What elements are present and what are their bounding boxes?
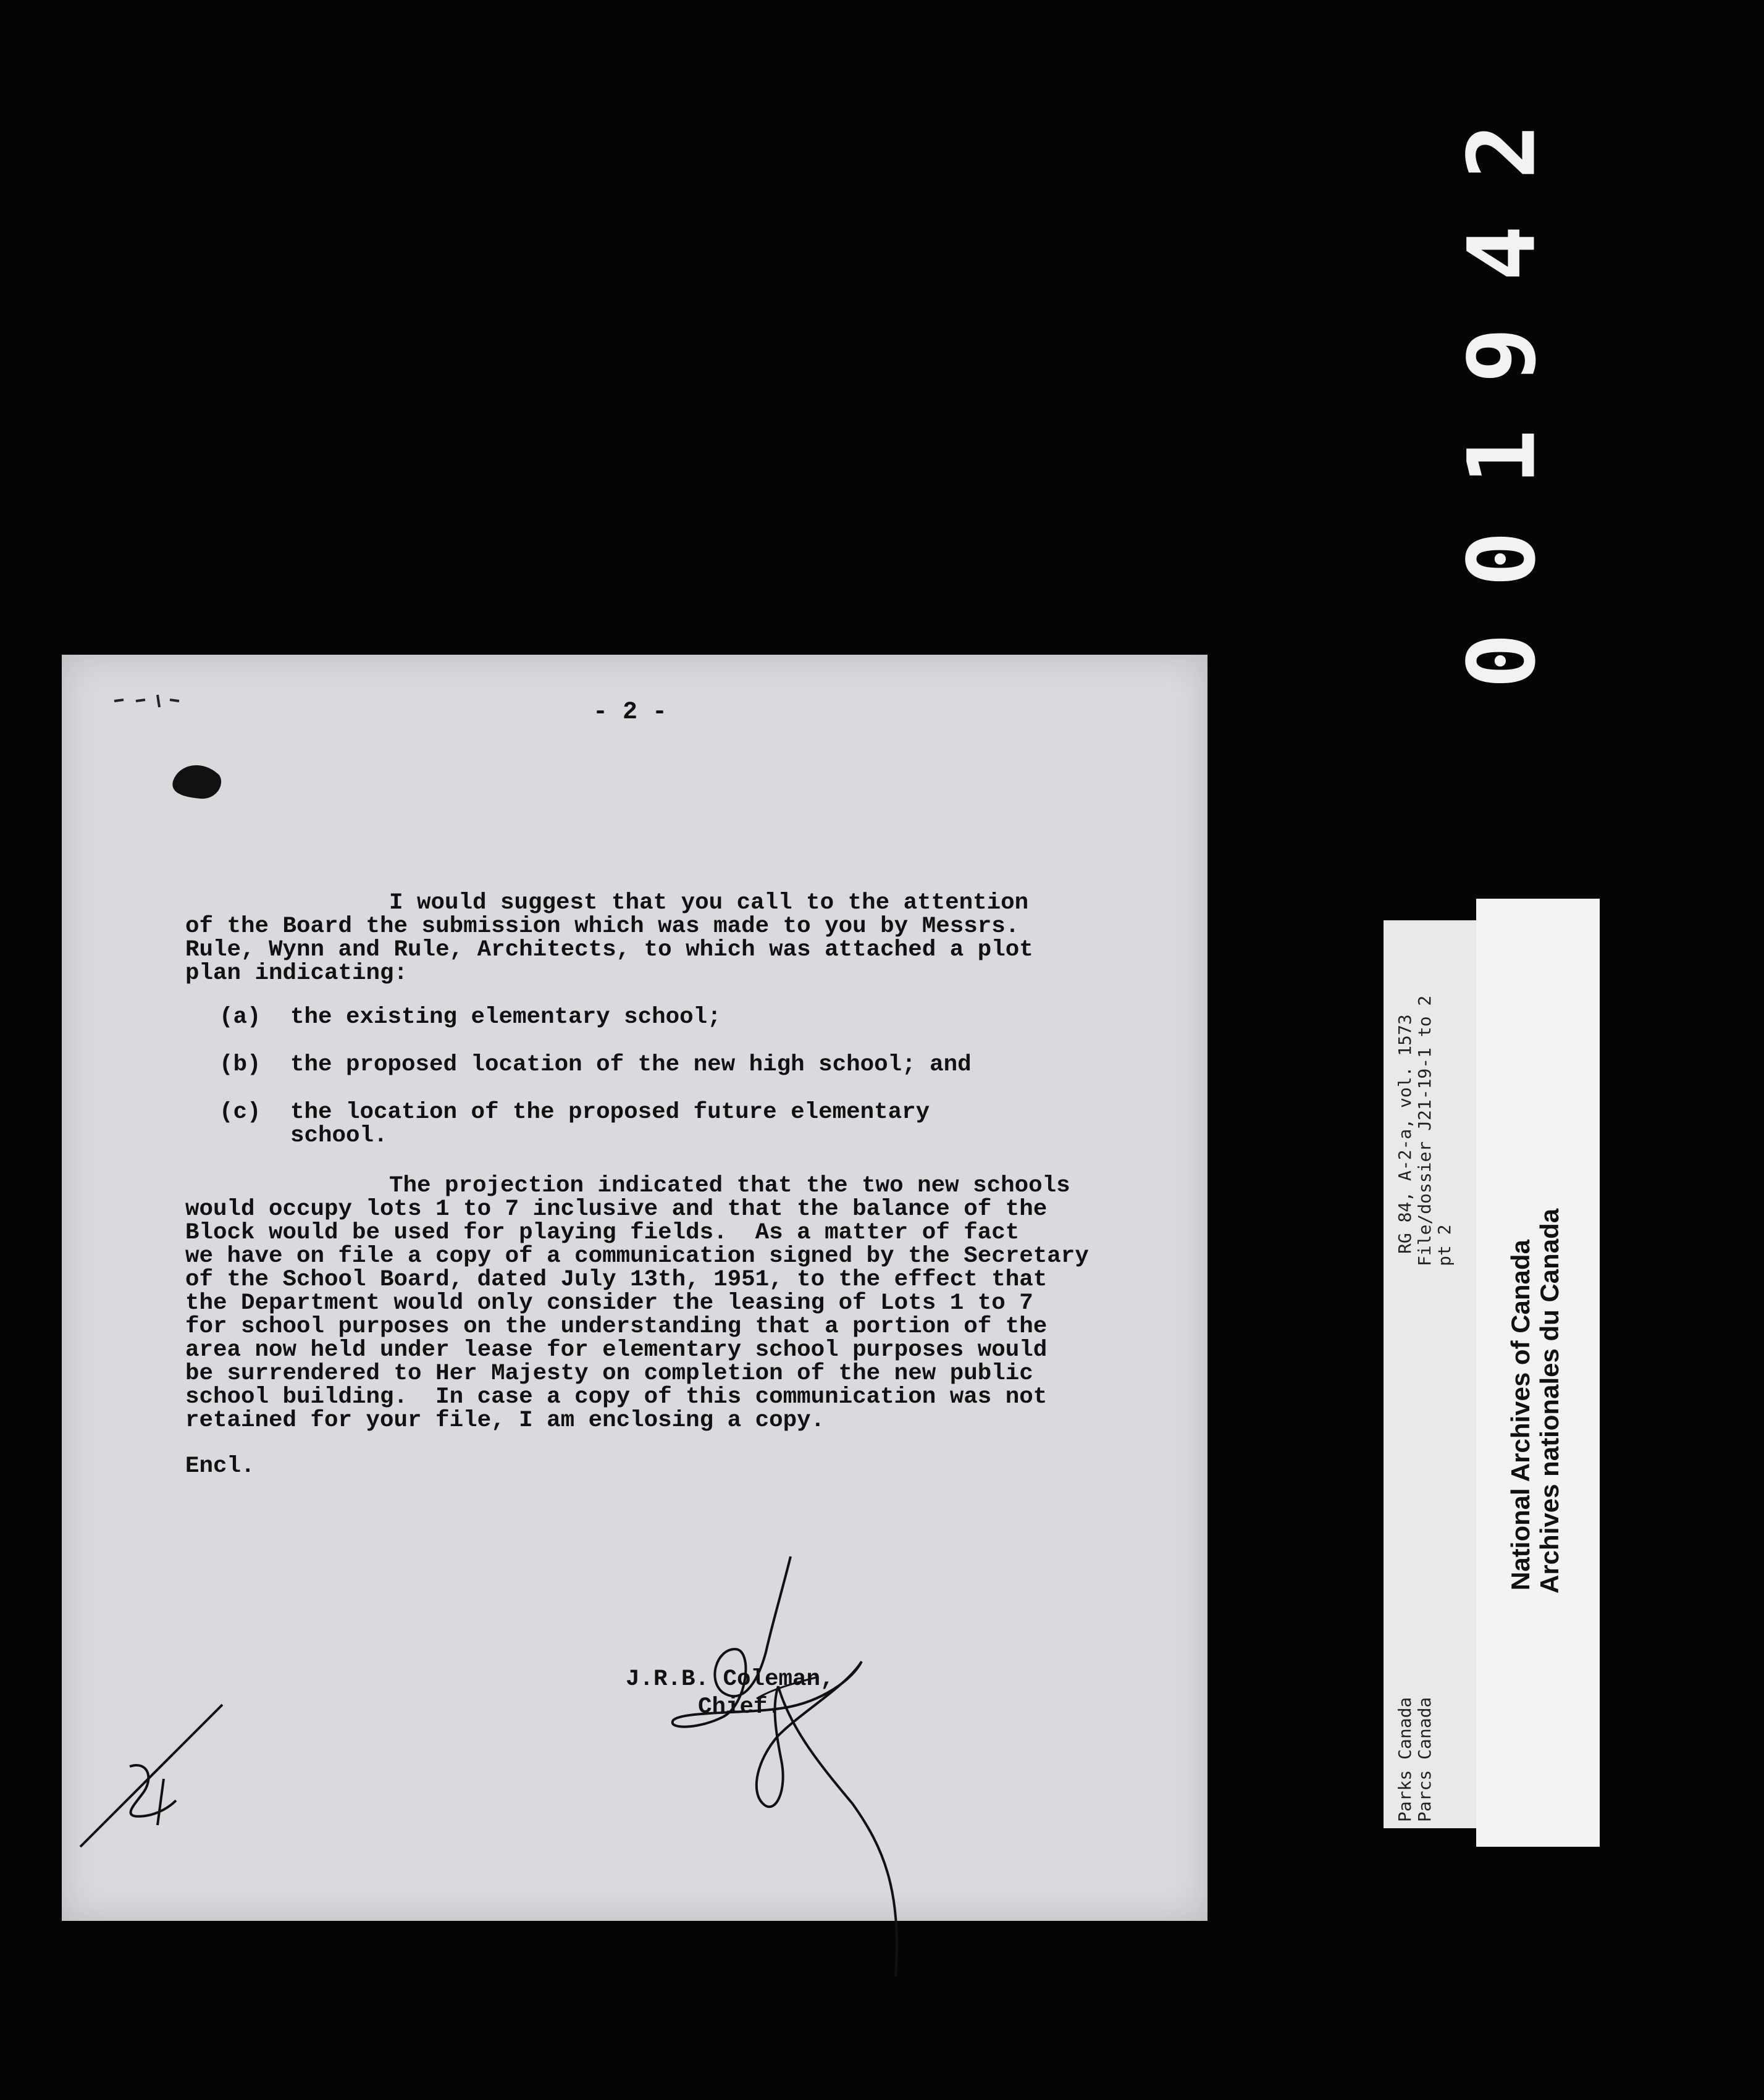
letter-page (62, 655, 1208, 1921)
frame-digit: 1 (1448, 429, 1556, 485)
archive-reference-strip (1384, 920, 1482, 1828)
page-number: - 2 - (593, 699, 668, 726)
paragraph-2: would occupy lots 1 to 7 inclusive and that the balance of the Block would be used for playing fields. As a matter of fact we have on file a copy of a communication signed by the Secretary of the School Board, dated July 13th, 1951, to the effect that the Department would only consider the leasing of Lots 1 to 7 for school purposes on the understanding that a portion of the area now held under lease for elementary school purposes would be surrendered to Her Majesty on completion of the new public school building. In case a copy of this communication was not retained for your file, I am enclosing a copy. (185, 1196, 1089, 1434)
frame-digit: 0 (1448, 531, 1556, 587)
archive-name-fr: Archives nationales du Canada (1535, 1208, 1564, 1594)
list-marker-b: (b) (219, 1052, 261, 1078)
archive-name-plate (1476, 899, 1600, 1847)
list-item-a: the existing elementary school; (290, 1004, 721, 1030)
enclosure-label: Encl. (185, 1453, 255, 1479)
frame-digit: 9 (1448, 327, 1556, 384)
agency-name-fr: Parcs Canada (1414, 1697, 1435, 1822)
frame-number (1448, 105, 1556, 698)
corner-marks (111, 689, 198, 713)
frame-digit: 2 (1448, 123, 1556, 180)
list-marker-c: (c) (219, 1099, 261, 1125)
reference-line-3: pt 2 (1434, 1224, 1455, 1266)
handwritten-signature (649, 1544, 970, 1989)
handwritten-margin-mark (74, 1692, 235, 1878)
signatory-name: J.R.B. Coleman, (626, 1666, 834, 1692)
reference-line-2: File/dossier J21-19-1 to 2 (1414, 995, 1435, 1266)
frame-digit: 4 (1448, 225, 1556, 282)
paragraph-2-first-line: The projection indicated that the two new schools (389, 1173, 1070, 1199)
list-item-c: the location of the proposed future elementary school. (290, 1099, 930, 1149)
signatory-title: Chief. (698, 1694, 782, 1720)
list-item-b: the proposed location of the new high school; and (290, 1052, 972, 1078)
agency-name-en: Parks Canada (1395, 1697, 1415, 1822)
ink-blot (167, 757, 229, 806)
paragraph-1-first-line: I would suggest that you call to the attention (389, 890, 1029, 916)
list-marker-a: (a) (219, 1004, 261, 1030)
paragraph-1: of the Board the submission which was made to you by Messrs. Rule, Wynn and Rule, Architects, to which was attached a plot plan indicating: (185, 914, 1033, 986)
reference-line-1: RG 84, A-2-a, vol. 1573 (1395, 1014, 1415, 1254)
frame-digit: 0 (1448, 632, 1556, 689)
archive-name-en: National Archives of Canada (1506, 1240, 1535, 1590)
